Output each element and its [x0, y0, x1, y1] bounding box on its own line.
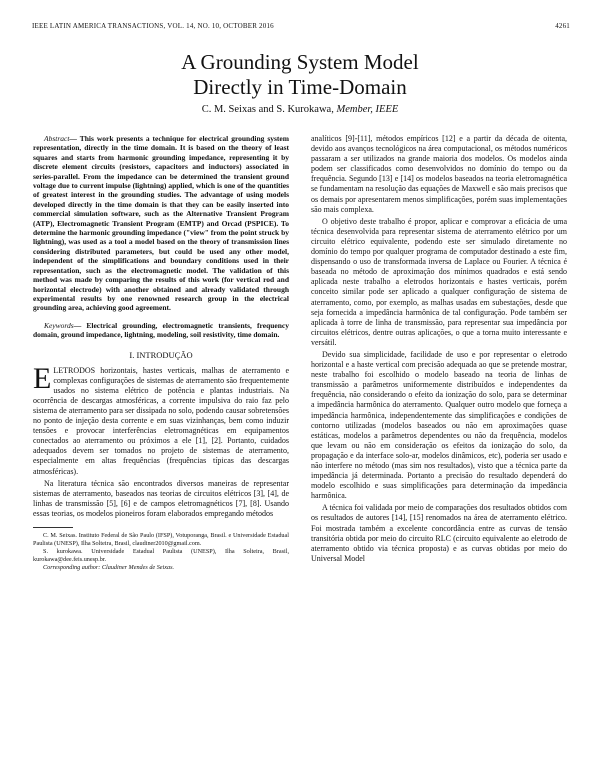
drop-cap: E	[33, 361, 52, 395]
section-heading: I. INTRODUÇÃO	[129, 349, 193, 360]
right-column	[311, 134, 567, 566]
intro-paragraph-1-text: LETRODOS horizontais, hastes verticais, malhas de aterramento e complexas configurações de sistemas de aterramento são frequentemente usados no sistema elétrico de potência e plantas industriais. Na ocorrência de descargas atmosféricas, a corrente impulsiva do raio faz pelo sistema de aterramento para ser dissipada no solo, podendo causar sobretensões no ponto de injeção desta corrente e em suas vizinhanças, bem como induzir tensões e provocar interferências eletromagnéticas em equipamentos conectados ao aterramento ou próximos a ele [1], [2]. Portanto, cuidados adequados devem ser tomados no projeto de sistemas de aterramento, especialmente em altas frequências (frequências típicas das descargas atmosféricas).	[33, 365, 289, 476]
author-names: C. M. Seixas and S. Kurokawa,	[201, 104, 337, 115]
keywords	[33, 321, 289, 340]
abstract-lead: Abstract	[44, 134, 70, 143]
intro-paragraph-1	[33, 361, 289, 477]
title-line-2: Directly in Time-Domain	[193, 75, 407, 99]
keywords-text: — Electrical grounding, electromagnetic transients, frequency domain, ground impedance, lightning, modeling, soil resistivity, time domain.	[33, 320, 289, 340]
intro-paragraph-6: A técnica foi validada por meio de comparações dos resultados obtidos com os resultados de autores [14], [15] renomados na área de aterramento elétrico. Foi mostrada também a excelente concordância entre as curvas de tensão transitória obtida por meio do circuito RLC (circuito equivalente ao eletrodo de aterramento obtido via técnica proposta) e as curvas obtidas por meio do Universal Model	[311, 503, 567, 563]
authors	[0, 104, 600, 115]
footnotes	[33, 532, 289, 572]
abstract	[33, 134, 289, 313]
page-number: 4261	[555, 22, 570, 30]
abstract-text: — This work presents a technique for electrical grounding system representation, directly in the time domain. It is based on the theory of least squares and starts from harmonic grounding impedance, representing it by discrete element circuits (resistors, capacitors and inductors) associated in series-parallel. From the impedance can be determined the transient ground voltage due to current impulse (lightning) applied, which is one of the quantities of greatest interest in the grounding studies. The advantage of using models developed directly in the time domain is that they can be easily inserted into commercial simulation software, such as the Alternative Transient Program (ATP), Electromagnetic Transient Program (EMTP) and Orcad (PSPICE). To determine the harmonic grounding impedance ("view" from the point struck by lightning), was used as a tool a model based on the theory of transmission lines considering distributed parameters, but could be used any other model, independent of the simplifications and boundary conditions used in their representation, such as the electromagnetic model. The validation of this method was made by comparing the results of this work (for vertical rod and horizontal electrode) with another obtained and already validated through experimental results by one renowned research group in the electrical grounding area, achieving good agreement.	[33, 134, 289, 313]
footnote-author-2: S. kurokawa. Universidade Estadual Paulista (UNESP), Ilha Solteira, Brasil, kurokawa@dee.feis.unesp.br.	[33, 548, 289, 564]
journal-header: IEEE LATIN AMERICA TRANSACTIONS, VOL. 14, NO. 10, OCTOBER 2016	[32, 22, 274, 30]
paper-title	[0, 50, 600, 100]
footnote-corresponding: Corresponding author: Claudiner Mendes de Seixas.	[43, 564, 175, 572]
left-column	[33, 134, 289, 572]
intro-paragraph-3: analíticos [9]-[11], métodos empíricos [12] e a partir da década de oitenta, devido aos avanços tecnológicos na área computacional, os métodos numéricos passaram a ser utilizados na grande maioria dos modelos. Os modelos ainda podem ser classificados como desenvolvidos no domínio do tempo ou da frequência. Segundo [13] e [14] os modelos baseados na teoria eletromagnética se fundamentam na resolução das equações de Maxwell e são mais precisos que os demais por apresentarem menos simplificações, porém suas implementações são mais complexa.	[311, 134, 567, 214]
intro-paragraph-2: Na literatura técnica são encontrados diversos maneiras de representar sistemas de aterramento, baseados nas teorias de circuitos elétricos [3], [4], de linhas de transmissão [5], [6] e de campos eletromagnéticos [7], [8]. Usando essas teorias, os modelos pioneiros foram elaborados empregando métodos	[33, 478, 289, 518]
intro-paragraph-4: O objetivo deste trabalho é propor, aplicar e comprovar a eficácia de uma técnica desenvolvida para representar sistema de aterramento elétrico por um circuito elétrico equivalente, podendo este ser simulado diretamente no domínio do tempo por qualquer programa de computador destinado a este fim, dispensando o uso de transformada inversa de Laplace ou Fourier. A técnica é baseada no método de aproximação dos mínimos quadrados e está sendo aplicada neste trabalho a eletrodos horizontais e hastes verticais, porém conceito similar pode ser aplicado a qualquer configuração de sistema de aterramento, como, por exemplo, as malhas usadas em subestações, desde que seja fornecida a impedância harmônica de tal configuração. Pode também ser aplicada à torre de linha de transmissão, para representar sua impedância por circuitos elétricos, dentre outras aplicações, o que a torna muito interessante e versátil.	[311, 216, 567, 347]
title-line-1: A Grounding System Model	[181, 50, 419, 74]
keywords-lead: Keywords	[44, 320, 74, 330]
footnote-rule	[33, 527, 73, 528]
intro-paragraph-5: Devido sua simplicidade, facilidade de uso e por representar o eletrodo horizontal e a haste vertical com precisão adequada ao que se pretende mostrar, neste trabalho foi escolhido o modelo baseado na teoria de linhas de transmissão a parâmetros uniformemente distribuídos e independentes da frequência, não considerando o efeito da ionização do solo, para se determinar a impedância harmônica do aterramento. Qualquer outro modelo que forneça a impedância harmônica, independentemente das simplificações e condições de contorno utilizadas (modelos baseados ou não em aproximações quase estáticas, modelos a parâmetros dependentes ou não da frequência, modelos que levam ou não em consideração os efeitos da ionização do solo, da propagação e da interface solo-ar, modelos dinâmicos, etc), poderia ser usado e não interfere no método (mas sim nos resultados), visto que a técnica parte da impedância já determinada. Portanto a precisão do resultado dependerá do modelo escolhido e suas simplificações para determinação da impedância harmônica.	[311, 349, 567, 501]
footnote-author-1: C. M. Seixas. Instituto Federal de São Paulo (IFSP), Votuporanga, Brasil. e Universidade Estadual Paulista (UNESP), Ilha Solteira, Brasil, claudiner2010@gmail.com.	[33, 532, 289, 548]
author-role: Member, IEEE	[336, 104, 399, 115]
